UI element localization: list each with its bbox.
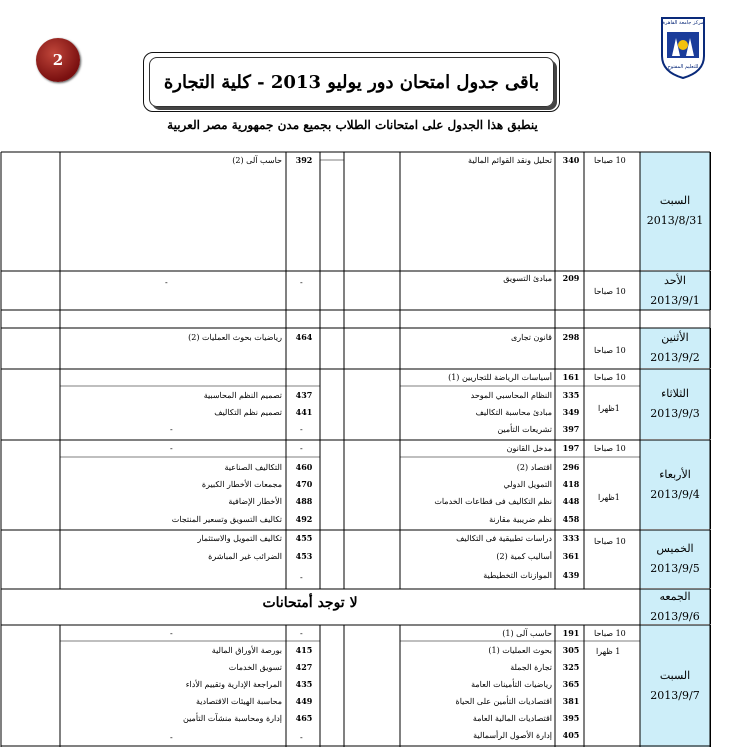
subject-name: رياضيات التأمينات العامة — [471, 680, 552, 689]
day-name: الأربعاء — [659, 467, 691, 481]
subject-name: الموازنات التخطيطية — [483, 571, 552, 580]
day-date: 2013/9/6 — [650, 609, 700, 623]
day-cell — [640, 589, 711, 624]
subject-code: 405 — [562, 730, 580, 740]
page-title: باقى جدول امتحان دور يوليو 2013 - كلية التجارة — [149, 57, 554, 107]
subject-name: تحليل ونقد القوائم المالية — [468, 156, 552, 165]
exam-time: 10 صباحا — [594, 346, 626, 355]
subject-name: النظام المحاسبي الموحد — [470, 391, 552, 400]
empty-dash: - — [300, 733, 303, 742]
subject-code: 437 — [295, 390, 313, 400]
subject-name: مجمعات الأخطار الكبيرة — [201, 480, 282, 489]
subject-name: مدخل القانون — [506, 444, 552, 453]
exam-time: 10 صباحا — [594, 444, 626, 453]
empty-dash: - — [300, 573, 303, 582]
subject-code: 296 — [562, 462, 580, 472]
exam-time: 1ظهرا — [598, 493, 620, 502]
subject-code: 465 — [295, 713, 313, 723]
exam-time: 1 ظهرا — [596, 647, 621, 656]
subject-name: مبادئ محاسبة التكاليف — [475, 408, 552, 417]
logo-top-text: مركز جامعة القاهرة — [662, 20, 704, 26]
day-date: 2013/9/5 — [650, 562, 700, 575]
exam-time: 10 صباحا — [594, 629, 626, 638]
day-date: 2013/9/1 — [650, 293, 700, 307]
subject-name: تسويق الخدمات — [228, 663, 282, 672]
subject-code: 418 — [562, 479, 580, 489]
subject-code: 415 — [295, 645, 313, 655]
subject-name: رياضيات بحوث العمليات (2) — [188, 333, 282, 342]
subject-code: 191 — [562, 628, 580, 638]
day-date: 2013/9/7 — [650, 689, 700, 702]
subject-name: قانون تجارى — [511, 333, 552, 342]
subject-name: تشريعات التأمين — [497, 425, 552, 434]
subject-code: 395 — [562, 713, 580, 723]
subject-name: إدارة الأصول الرأسمالية — [473, 731, 552, 740]
subject-code: 492 — [295, 514, 313, 524]
day-cell — [640, 369, 711, 439]
no-exams-notice: لا توجد أمتحانات — [262, 595, 358, 611]
day-date: 2013/9/2 — [650, 351, 700, 364]
day-cell — [640, 271, 711, 310]
subject-code: 449 — [295, 696, 313, 706]
subject-name: تكاليف التمويل والاستثمار — [197, 534, 282, 543]
subject-name: الأخطار الإضافية — [228, 497, 282, 506]
subject-name: تجارة الجملة — [510, 663, 552, 672]
subject-name: الضرائب غير المباشرة — [208, 552, 282, 561]
subject-code: 435 — [295, 679, 313, 689]
day-cell — [640, 152, 711, 270]
university-logo — [658, 16, 708, 80]
subject-name: حاسب آلى (2) — [232, 156, 282, 165]
subject-name: إدارة ومحاسبة منشآت التأمين — [183, 714, 282, 723]
subject-code: 365 — [562, 679, 580, 689]
day-cell — [640, 530, 711, 588]
day-cell — [640, 625, 711, 747]
day-name: الجمعه — [659, 589, 691, 603]
subject-code: 448 — [562, 496, 580, 506]
subject-name: دراسات تطبيقية فى التكاليف — [456, 534, 552, 543]
subject-name: محاسبة الهيئات الاقتصادية — [196, 697, 282, 706]
subject-name: اقتصاديات التأمين على الحياة — [455, 697, 552, 706]
logo-bottom-text: للتعليم المفتوح — [667, 64, 699, 70]
subject-name: نظم ضريبية مقارنة — [489, 515, 552, 524]
subject-code: 305 — [562, 645, 580, 655]
subject-name: تكاليف التسويق وتسعير المنتجات — [171, 515, 282, 524]
day-date: 2013/9/4 — [650, 487, 700, 501]
subject-name: حاسب آلى (1) — [502, 629, 552, 638]
empty-dash: - — [170, 425, 173, 434]
page-number-badge: 2 — [36, 38, 80, 82]
subject-code: 197 — [562, 443, 580, 453]
subject-name: اقتصاد (2) — [516, 463, 552, 472]
subject-name: تصميم النظم المحاسبية — [203, 391, 282, 400]
day-name: الأثنين — [661, 331, 689, 345]
page-subtitle: ينطبق هذا الجدول على امتحانات الطلاب بجميع مدن جمهورية مصر العربية — [167, 118, 538, 132]
day-name: الخميس — [656, 542, 694, 556]
subject-code: 453 — [295, 551, 313, 561]
subject-code: 161 — [562, 372, 580, 382]
subject-code: 464 — [295, 332, 313, 342]
day-cell — [640, 328, 711, 368]
subject-code: 298 — [562, 332, 580, 342]
subject-code: 361 — [562, 551, 580, 561]
day-date: 2013/9/3 — [650, 407, 700, 420]
exam-time: 10 صباحا — [594, 287, 626, 296]
day-cell — [640, 440, 711, 529]
subject-code: 340 — [562, 155, 580, 165]
empty-dash: - — [300, 629, 303, 638]
subject-name: بحوث العمليات (1) — [488, 646, 552, 655]
exam-time: 10 صباحا — [594, 156, 626, 165]
subject-code: 458 — [562, 514, 580, 524]
subject-code: 488 — [295, 496, 313, 506]
subject-code: 427 — [295, 662, 313, 672]
subject-code: 470 — [295, 479, 313, 489]
empty-dash: - — [170, 733, 173, 742]
subject-code: 455 — [295, 533, 313, 543]
subject-name: التكاليف الصناعية — [224, 463, 282, 472]
day-name: الأحد — [664, 273, 686, 287]
exam-time: 1ظهرا — [598, 404, 620, 413]
subject-name: أسياسات الرياضة للتجاريين (1) — [448, 373, 552, 382]
day-name: الثلاثاء — [661, 387, 689, 401]
subject-name: تصميم نظم التكاليف — [214, 408, 282, 417]
empty-dash: - — [170, 629, 173, 638]
subject-name: التمويل الدولي — [503, 480, 552, 489]
day-name: السبت — [659, 194, 691, 208]
subject-code: 325 — [562, 662, 580, 672]
empty-dash: - — [300, 425, 303, 434]
subject-code: 349 — [562, 407, 580, 417]
empty-dash: - — [300, 444, 303, 453]
subject-code: 381 — [562, 696, 580, 706]
exam-time: 10 صباحا — [594, 537, 626, 546]
subject-name: مبادئ التسويق — [503, 274, 552, 283]
subject-code: 209 — [562, 273, 580, 283]
subject-name: نظم التكاليف فى قطاعات الخدمات — [434, 497, 552, 506]
empty-dash: - — [300, 278, 303, 287]
subject-code: 439 — [562, 570, 580, 580]
exam-time: 10 صباحا — [594, 373, 626, 382]
subject-code: 392 — [295, 155, 313, 165]
subject-name: المراجعة الإدارية وتقييم الأداء — [185, 680, 282, 689]
subject-name: اقتصاديات المالية العامة — [472, 714, 552, 723]
day-date: 2013/8/31 — [646, 214, 704, 227]
subject-name: أساليب كمية (2) — [496, 552, 552, 561]
subject-code: 397 — [562, 424, 580, 434]
empty-dash: - — [170, 444, 173, 453]
empty-dash: - — [165, 278, 168, 287]
subject-code: 460 — [295, 462, 313, 472]
subject-name: بورصة الأوراق المالية — [211, 646, 282, 655]
subject-code: 335 — [562, 390, 580, 400]
subject-code: 441 — [295, 407, 313, 417]
day-name: السبت — [659, 669, 691, 683]
subject-code: 333 — [562, 533, 580, 543]
